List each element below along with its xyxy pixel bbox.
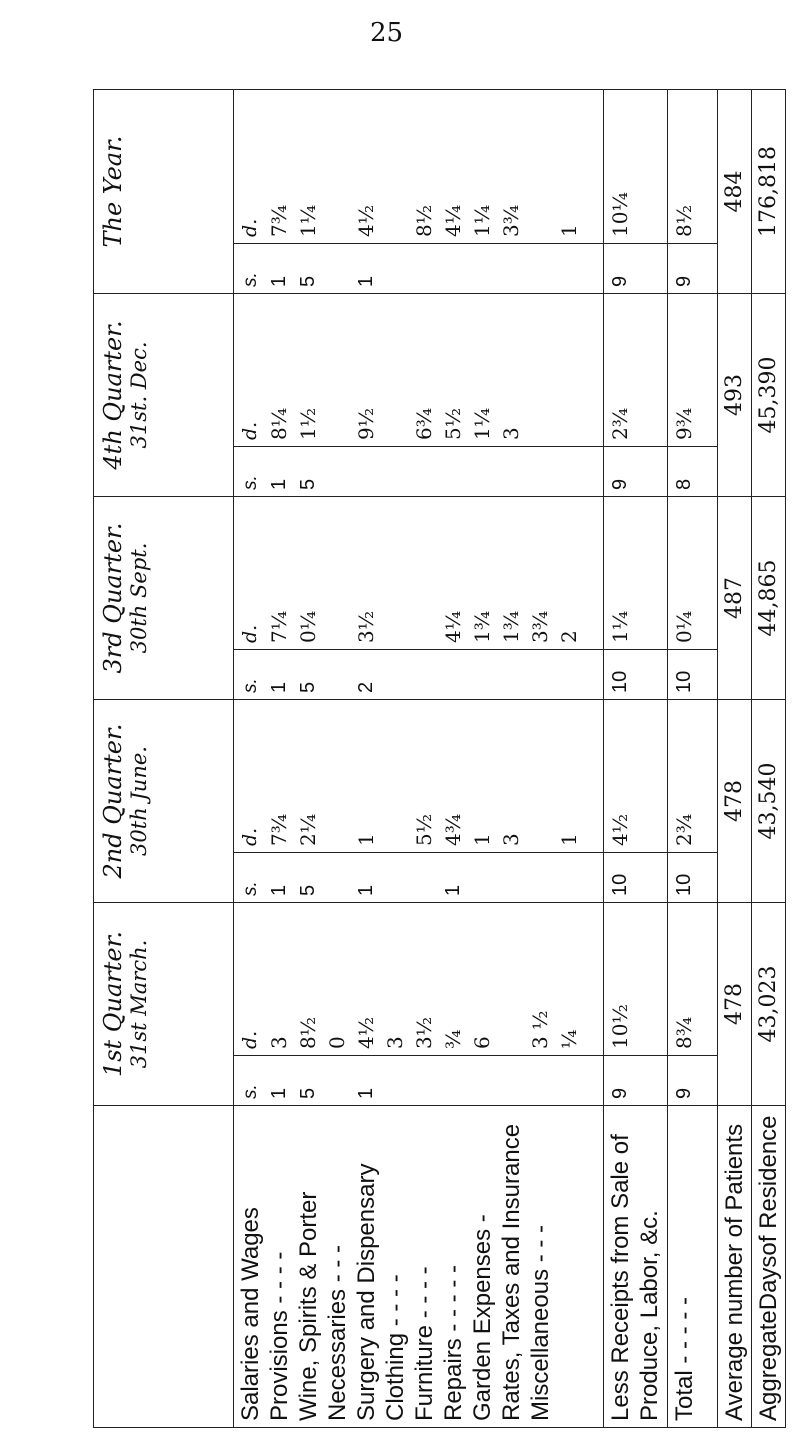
receipts-label-line1: Less Receipts from Sale of bbox=[607, 1134, 634, 1421]
q3-average: 487 bbox=[718, 496, 752, 699]
value-cell: 3½ bbox=[354, 610, 378, 643]
value-cell: 1 bbox=[470, 833, 494, 846]
pence-unit: d. bbox=[239, 1030, 261, 1049]
value-cell: 5½ bbox=[441, 407, 465, 440]
value-cell bbox=[555, 656, 584, 693]
q1-header bbox=[94, 903, 234, 1106]
label-furniture: Furniture - - - - bbox=[411, 1266, 438, 1421]
q4-average: 493 bbox=[718, 293, 752, 496]
value-cell bbox=[323, 656, 352, 693]
q3-shillings bbox=[234, 649, 604, 699]
value-cell: 3 bbox=[499, 427, 523, 440]
receipts-row bbox=[604, 89, 668, 1427]
value-cell bbox=[497, 656, 526, 693]
value-cell bbox=[381, 453, 410, 490]
value-cell: 3¾ bbox=[499, 204, 523, 237]
value-cell bbox=[526, 706, 555, 846]
year-average: 484 bbox=[718, 89, 752, 293]
q4-total-d: 9¾ bbox=[668, 293, 718, 446]
value-cell bbox=[410, 250, 439, 287]
year-header bbox=[94, 89, 234, 293]
value-cell bbox=[381, 1062, 410, 1099]
label-wine: Wine, Spirits & Porter bbox=[295, 1191, 322, 1421]
q1-receipts-s: 9 bbox=[604, 1056, 668, 1106]
value-cell: 1¼ bbox=[296, 204, 320, 237]
value-cell: 9½ bbox=[354, 407, 378, 440]
value-cell: 8½ bbox=[412, 204, 436, 237]
year-pence bbox=[234, 89, 604, 243]
value-cell bbox=[323, 859, 352, 896]
value-cell bbox=[526, 453, 555, 490]
value-cell bbox=[323, 1062, 352, 1099]
value-cell bbox=[381, 96, 410, 237]
value-cell bbox=[323, 453, 352, 490]
value-cell bbox=[439, 1062, 468, 1099]
q1-total-d: 8¾ bbox=[668, 903, 718, 1056]
q2-total-s: 10 bbox=[668, 853, 718, 903]
value-cell: 5 bbox=[297, 1087, 319, 1099]
aggregate-label: AggregateDaysof Residence bbox=[752, 1106, 786, 1428]
value-cell bbox=[555, 453, 584, 490]
expense-labels bbox=[234, 1106, 604, 1428]
value-cell: 8½ bbox=[296, 1016, 320, 1049]
value-cell bbox=[526, 656, 555, 693]
q3-pence bbox=[234, 496, 604, 649]
label-necessaries: Necessaries - - - bbox=[324, 1244, 351, 1421]
value-cell: 1¼ bbox=[470, 204, 494, 237]
value-cell bbox=[439, 250, 468, 287]
q2-shillings bbox=[234, 853, 604, 903]
value-cell bbox=[468, 453, 497, 490]
value-cell bbox=[410, 503, 439, 643]
value-cell bbox=[555, 1062, 584, 1099]
value-cell bbox=[526, 1062, 555, 1099]
value-cell: 4½ bbox=[354, 1016, 378, 1049]
value-cell: 5 bbox=[297, 478, 319, 490]
year-total-s: 9 bbox=[668, 243, 718, 293]
expense-table-rotated bbox=[93, 90, 783, 1428]
value-cell bbox=[323, 250, 352, 287]
value-cell bbox=[439, 453, 468, 490]
value-cell bbox=[410, 1062, 439, 1099]
q2-title: 2nd Quarter. bbox=[99, 723, 127, 879]
q3-total-s: 10 bbox=[668, 649, 718, 699]
q2-receipts-d: 4½ bbox=[604, 699, 668, 852]
pence-unit: d. bbox=[239, 421, 261, 440]
year-total-d: 8½ bbox=[668, 89, 718, 243]
receipts-label-line2: Produce, Labor, &c. bbox=[636, 1210, 663, 1421]
value-cell bbox=[381, 656, 410, 693]
q3-aggregate: 44,865 bbox=[752, 496, 786, 699]
value-cell: 2 bbox=[355, 681, 377, 693]
value-cell: 1¼ bbox=[470, 407, 494, 440]
value-cell bbox=[497, 453, 526, 490]
value-cell: ¼ bbox=[557, 1029, 581, 1049]
value-cell: 1 bbox=[557, 224, 581, 237]
receipts-label bbox=[604, 1106, 668, 1428]
shillings-unit: s. bbox=[240, 678, 261, 693]
value-cell: 5½ bbox=[412, 813, 436, 846]
q1-pence bbox=[234, 903, 604, 1056]
average-row bbox=[718, 89, 752, 1427]
q1-receipts-d: 10½ bbox=[604, 903, 668, 1056]
year-receipts-s: 9 bbox=[604, 243, 668, 293]
value-cell bbox=[526, 859, 555, 896]
value-cell bbox=[410, 656, 439, 693]
value-cell bbox=[497, 859, 526, 896]
shillings-unit: s. bbox=[240, 1084, 261, 1099]
value-cell: 3 ½ bbox=[528, 1010, 552, 1049]
value-cell: 4¼ bbox=[441, 204, 465, 237]
pence-unit: d. bbox=[239, 827, 261, 846]
value-cell: 1 bbox=[557, 833, 581, 846]
value-cell: 3¾ bbox=[528, 610, 552, 643]
value-cell: 4¾ bbox=[441, 813, 465, 846]
q1-title: 1st Quarter. bbox=[99, 930, 127, 1078]
value-cell bbox=[323, 706, 352, 846]
value-cell bbox=[381, 706, 410, 846]
q2-header bbox=[94, 699, 234, 902]
value-cell: 2 bbox=[557, 630, 581, 643]
q2-total-d: 2¾ bbox=[668, 699, 718, 852]
q3-receipts-d: 1¼ bbox=[604, 496, 668, 649]
q1-shillings bbox=[234, 1056, 604, 1106]
total-row bbox=[668, 89, 718, 1427]
value-cell bbox=[352, 453, 381, 490]
shillings-unit: s. bbox=[240, 272, 261, 287]
value-cell: 3½ bbox=[412, 1016, 436, 1049]
value-cell bbox=[381, 859, 410, 896]
value-cell bbox=[497, 1062, 526, 1099]
value-cell bbox=[323, 96, 352, 237]
q2-receipts-s: 10 bbox=[604, 853, 668, 903]
value-cell: 1¾ bbox=[470, 610, 494, 643]
q3-title: 3rd Quarter. bbox=[99, 522, 127, 674]
year-receipts-d: 10¼ bbox=[604, 89, 668, 243]
label-garden: Garden Expenses - bbox=[469, 1214, 496, 1421]
value-cell bbox=[497, 250, 526, 287]
page-number: 25 bbox=[370, 18, 404, 48]
value-cell bbox=[439, 656, 468, 693]
q4-header bbox=[94, 293, 234, 496]
value-cell: 1 bbox=[355, 275, 377, 287]
q2-date: 30th June. bbox=[127, 746, 151, 856]
q2-aggregate: 43,540 bbox=[752, 699, 786, 902]
year-shillings bbox=[234, 243, 604, 293]
aggregate-row bbox=[752, 89, 786, 1427]
value-cell bbox=[555, 859, 584, 896]
q3-receipts-s: 10 bbox=[604, 649, 668, 699]
value-cell: 1 bbox=[268, 478, 290, 490]
value-cell: 8¼ bbox=[267, 407, 291, 440]
q4-pence bbox=[234, 293, 604, 446]
q4-date: 31st. Dec. bbox=[127, 341, 151, 449]
value-cell: 5 bbox=[297, 681, 319, 693]
q2-pence bbox=[234, 699, 604, 852]
value-cell bbox=[323, 503, 352, 643]
label-rates: Rates, Taxes and Insurance bbox=[498, 1123, 525, 1421]
pence-unit: d. bbox=[239, 624, 261, 643]
shillings-unit: s. bbox=[240, 475, 261, 490]
expenses-row bbox=[234, 89, 604, 1427]
value-cell bbox=[468, 859, 497, 896]
label-surgery: Surgery and Dispensary bbox=[353, 1163, 380, 1421]
value-cell: 7¾ bbox=[267, 813, 291, 846]
value-cell: 4¼ bbox=[441, 610, 465, 643]
header-row bbox=[94, 89, 234, 1427]
q4-receipts-s: 9 bbox=[604, 446, 668, 496]
q3-header bbox=[94, 496, 234, 699]
value-cell: 5 bbox=[297, 884, 319, 896]
value-cell: 0 bbox=[325, 1036, 349, 1049]
total-label: Total - - - - - bbox=[668, 1106, 718, 1428]
value-cell: 2¼ bbox=[296, 813, 320, 846]
value-cell bbox=[555, 300, 584, 440]
q3-total-d: 0¼ bbox=[668, 496, 718, 649]
value-cell: 1 bbox=[268, 681, 290, 693]
value-cell bbox=[468, 656, 497, 693]
value-cell: 3 bbox=[267, 1036, 291, 1049]
value-cell bbox=[323, 300, 352, 440]
value-cell: 3 bbox=[383, 1036, 407, 1049]
label-misc: Miscellaneous - - - bbox=[527, 1224, 554, 1421]
q4-shillings bbox=[234, 446, 604, 496]
value-cell: 1 bbox=[268, 275, 290, 287]
q3-date: 30th Sept. bbox=[127, 542, 151, 654]
label-repairs: Repairs - - - - - bbox=[440, 1265, 467, 1421]
value-cell: ¾ bbox=[441, 1029, 465, 1049]
q2-average: 478 bbox=[718, 699, 752, 902]
value-cell bbox=[381, 300, 410, 440]
value-cell: 0¼ bbox=[296, 610, 320, 643]
value-cell bbox=[497, 909, 526, 1049]
value-cell: 6 bbox=[470, 1036, 494, 1049]
q4-title: 4th Quarter. bbox=[99, 320, 127, 470]
value-cell bbox=[410, 453, 439, 490]
value-cell bbox=[468, 250, 497, 287]
value-cell: 1 bbox=[268, 1087, 290, 1099]
value-cell: 7¾ bbox=[267, 204, 291, 237]
value-cell: 1 bbox=[355, 1087, 377, 1099]
label-header bbox=[94, 1106, 234, 1428]
value-cell bbox=[526, 300, 555, 440]
value-cell bbox=[381, 503, 410, 643]
value-cell: 5 bbox=[297, 275, 319, 287]
value-cell bbox=[526, 96, 555, 237]
value-cell bbox=[410, 859, 439, 896]
label-salaries: Salaries and Wages bbox=[237, 1207, 264, 1421]
q1-average: 478 bbox=[718, 903, 752, 1106]
value-cell: 1 bbox=[354, 833, 378, 846]
year-aggregate: 176,818 bbox=[752, 89, 786, 293]
average-label: Average number of Patients bbox=[718, 1106, 752, 1428]
label-clothing: Clothing - - - - bbox=[382, 1274, 409, 1421]
value-cell: 1¾ bbox=[499, 610, 523, 643]
q4-aggregate: 45,390 bbox=[752, 293, 786, 496]
value-cell bbox=[468, 1062, 497, 1099]
year-title: The Year. bbox=[99, 135, 127, 248]
value-cell: 3 bbox=[499, 833, 523, 846]
value-cell: 7¼ bbox=[267, 610, 291, 643]
pence-unit: d. bbox=[239, 218, 261, 237]
label-provisions: Provisions - - - - bbox=[266, 1251, 293, 1421]
value-cell: 1 bbox=[355, 884, 377, 896]
value-cell bbox=[555, 250, 584, 287]
expense-table bbox=[93, 89, 786, 1428]
value-cell: 1 bbox=[442, 884, 464, 896]
q1-date: 31st March. bbox=[127, 939, 151, 1069]
q1-total-s: 9 bbox=[668, 1056, 718, 1106]
value-cell: 1 bbox=[268, 884, 290, 896]
value-cell: 4½ bbox=[354, 204, 378, 237]
value-cell bbox=[526, 250, 555, 287]
q1-aggregate: 43,023 bbox=[752, 903, 786, 1106]
value-cell bbox=[381, 250, 410, 287]
value-cell: 1½ bbox=[296, 407, 320, 440]
value-cell: 6¾ bbox=[412, 407, 436, 440]
shillings-unit: s. bbox=[240, 881, 261, 896]
q4-total-s: 8 bbox=[668, 446, 718, 496]
q4-receipts-d: 2¾ bbox=[604, 293, 668, 446]
